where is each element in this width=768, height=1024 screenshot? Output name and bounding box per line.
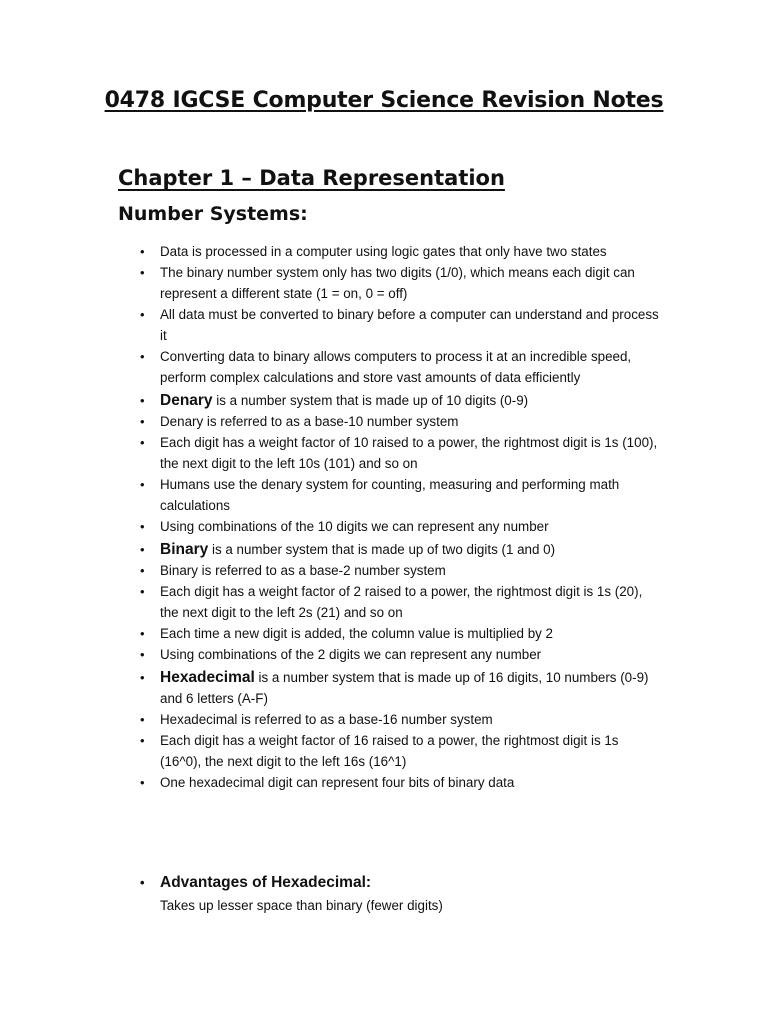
list-item-text: Denary is referred to as a base-10 number system <box>160 414 459 429</box>
list-item-text: Binary is referred to as a base-2 number system <box>160 563 446 578</box>
bullet-icon: • <box>140 775 145 790</box>
list-item-text: Each digit has a weight factor of 10 raised to a power, the rightmost digit is 1s (100), the next digit to the left 10s (101) and so on <box>160 435 658 471</box>
list-item-text: Hexadecimal is referred to as a base-16 number system <box>160 712 493 727</box>
list-item <box>140 623 660 644</box>
list-item-text: Each digit has a weight factor of 16 raised to a power, the rightmost digit is 1s (16^0), the next digit to the left 16s (16^1) <box>160 733 619 769</box>
list-item <box>140 390 660 411</box>
list-item <box>140 411 660 432</box>
list-item-text: Using combinations of the 2 digits we can represent any number <box>160 647 542 662</box>
bullet-icon: • <box>140 626 145 641</box>
list-item <box>140 304 660 346</box>
bullet-icon: • <box>140 542 145 557</box>
bullet-icon: • <box>140 393 145 408</box>
list-item <box>140 644 660 665</box>
document-title: 0478 IGCSE Computer Science Revision Notes <box>104 88 664 113</box>
list-item <box>140 560 660 581</box>
list-item <box>140 581 660 623</box>
term-label: Hexadecimal <box>160 669 255 686</box>
list-item-text: Humans use the denary system for counting, measuring and performing math calculations <box>160 477 620 513</box>
advantages-heading-text: Advantages of Hexadecimal: <box>160 874 372 891</box>
list-item <box>140 667 660 709</box>
list-item <box>140 432 660 474</box>
list-item-text: All data must be converted to binary before a computer can understand and process it <box>160 307 659 343</box>
bullet-icon: • <box>140 265 145 280</box>
bullet-icon: • <box>140 647 145 662</box>
bullet-icon: • <box>140 875 145 890</box>
bullet-icon: • <box>140 563 145 578</box>
list-item <box>140 346 660 388</box>
bullet-icon: • <box>140 307 145 322</box>
list-item-text: Each time a new digit is added, the column value is multiplied by 2 <box>160 626 554 641</box>
bullet-icon: • <box>140 244 145 259</box>
term-label: Binary <box>160 541 209 558</box>
bullet-icon: • <box>140 477 145 492</box>
advantages-text: Takes up lesser space than binary (fewer digits) <box>160 898 443 913</box>
list-item <box>140 516 660 537</box>
list-item <box>140 474 660 516</box>
advantages-section <box>140 872 660 918</box>
list-item <box>140 262 660 304</box>
list-item-text: is a number system that is made up of two digits (1 and 0) <box>208 542 556 557</box>
list-item <box>140 730 660 772</box>
list-item <box>140 772 660 793</box>
list-item-text: Data is processed in a computer using logic gates that only have two states <box>160 244 607 259</box>
list-item <box>140 709 660 730</box>
list-item <box>140 539 660 560</box>
chapter-title: Chapter 1 – Data Representation <box>118 166 505 190</box>
list-item-text: is a number system that is made up of 16 digits, 10 numbers (0-9) and 6 letters (A-F) <box>160 670 649 706</box>
list-item <box>140 241 660 262</box>
bullet-icon: • <box>140 712 145 727</box>
section-title: Number Systems: <box>118 203 308 225</box>
bullet-icon: • <box>140 435 145 450</box>
list-item-text: Each digit has a weight factor of 2 raised to a power, the rightmost digit is 1s (20), the next digit to the left 2s (21) and so on <box>160 584 643 620</box>
list-item-text: is a number system that is made up of 10 digits (0-9) <box>212 393 529 408</box>
bullet-icon: • <box>140 519 145 534</box>
bullet-icon: • <box>140 670 145 685</box>
bullet-list <box>140 241 660 793</box>
term-label: Denary <box>160 392 213 409</box>
advantages-heading <box>140 872 660 894</box>
list-item-text: One hexadecimal digit can represent four bits of binary data <box>160 775 515 790</box>
list-item-text: Using combinations of the 10 digits we can represent any number <box>160 519 549 534</box>
bullet-icon: • <box>140 584 145 599</box>
bullet-icon: • <box>140 733 145 748</box>
bullet-icon: • <box>140 414 145 429</box>
list-item-text: Converting data to binary allows computers to process it at an incredible speed, perform complex calculations and store vast amounts of data efficiently <box>160 349 632 385</box>
list-item-text: The binary number system only has two digits (1/0), which means each digit can represent a different state (1 = on, 0 = off) <box>160 265 635 301</box>
bullet-icon: • <box>140 349 145 364</box>
